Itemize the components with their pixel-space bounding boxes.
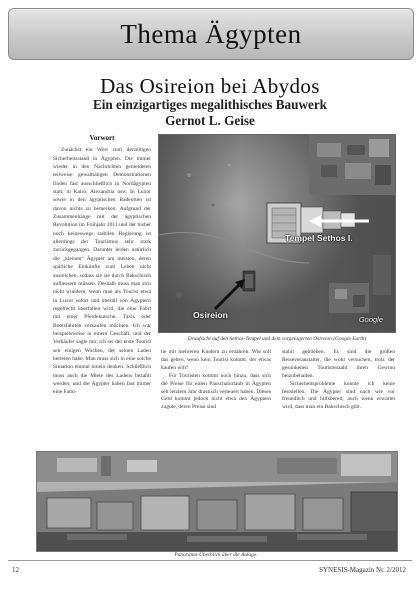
google-watermark: Google [358, 315, 383, 324]
text-column-right [282, 349, 395, 445]
foreword-heading: Vorwort [89, 134, 115, 142]
paragraph: Sicherheitsprobleme konnte ich keine feststellen. Die Ägypter sind nach wie vor freundlich und hilfsbereit, auch wenn erwartet wird, dass man ein Bakschisch gibt. [282, 380, 395, 411]
footer-divider [8, 560, 412, 561]
paragraph: Für Touristen kommt noch hinzu, dass sich die Preise für einen Pauschalurlaub in Ägypten seit letztem Jahr drastisch verteuert haben. Dieses Geld kommt jedoch nicht etwa den Ägyptern zugute, deren Preise sind [161, 372, 271, 411]
section-header-band [8, 8, 414, 60]
article-subtitle: Ein einzigartiges megalithisches Bauwerk [92, 97, 328, 112]
article-title: Das Osireion bei Abydos [100, 74, 320, 98]
paragraph: stabil geblieben. Es sind die großen Reiseveranstalter, die wohl versuchen, trotz der gesunkenen Touristenzahl ihren Gewinn beizubehalten. [282, 349, 395, 379]
text-column-left [53, 134, 151, 484]
satellite-photo-graphic [159, 135, 395, 332]
text-column-middle [161, 349, 271, 445]
satellite-photo-caption: Draufsicht auf den Sethos-Tempel und dem vorgelagerten Osireion (Google Earth) [187, 336, 367, 342]
satellite-photo [158, 134, 396, 333]
osireion-label: Osireion [193, 310, 228, 320]
magazine-issue: SYNESIS-Magazin Nr. 2/2012 [319, 566, 406, 574]
foreword-text: Zunächst ein Wort zum derzeitigen Sicherheitsstand in Ägypten. Die immer wieder in den Nachrichten gemeldeten teilweise gewalttätigen Demonstrationen finden fast ausschließlich in Nordägypten statt, in Kairo, Alexandria usw. In Luxor sowie in den ägyptischen Badeorten ist davon nichts zu bemerken. Aufgrund der Zusammenhänge mit der ägyptischen Revolution im Frühjahr 2011 und der bisher noch keineswegs stabilen Regierung ist allerdings der Tourismus sehr stark zurückgegangen. Darunter leiden natürlich die „kleinen“ Ägypter am meisten, deren spärliche Einkünfte zum Leben nicht ausreichen, sodass sie sie durch Bakschisch aufbessern müssen. Deshalb muss man sich nicht wundern, wenn man als Tourist etwa in Luxor sofort und überall von Ägyptern regelrecht überfallen wird, die eine Fahrt mit einer Pferdekutsche, Taxis oder Bootsfahrten verkaufen möchten. Ich war beispielsweise in einem Geschäft, und der Verkäufer sagte mir, ich sei der erste Tourist seit einigen Wochen, der seinen Laden betreten habe. Man muss sich in eine solche Situation einmal hinein denken. Schließlich muss auch die Miete des Ladens bezahlt werden, und die Ägypter haben fast immer eine Fami- [53, 147, 151, 396]
panorama-caption: Panorama-Überblick über die Anlage. [174, 552, 258, 558]
panorama-photo-graphic [37, 452, 397, 551]
page-number: 12 [12, 566, 19, 574]
section-title: Thema Ägypten [120, 19, 302, 49]
article-author: Gernot L. Geise [165, 113, 255, 128]
temple-label: Tempel Sethos I. [285, 233, 353, 243]
panorama-photo [36, 451, 398, 552]
paragraph: lie mit mehreren Kindern zu ernähren. Wie soll das gehen, wenn kein Tourist kommt, der etwas kaufen will? [161, 349, 271, 371]
